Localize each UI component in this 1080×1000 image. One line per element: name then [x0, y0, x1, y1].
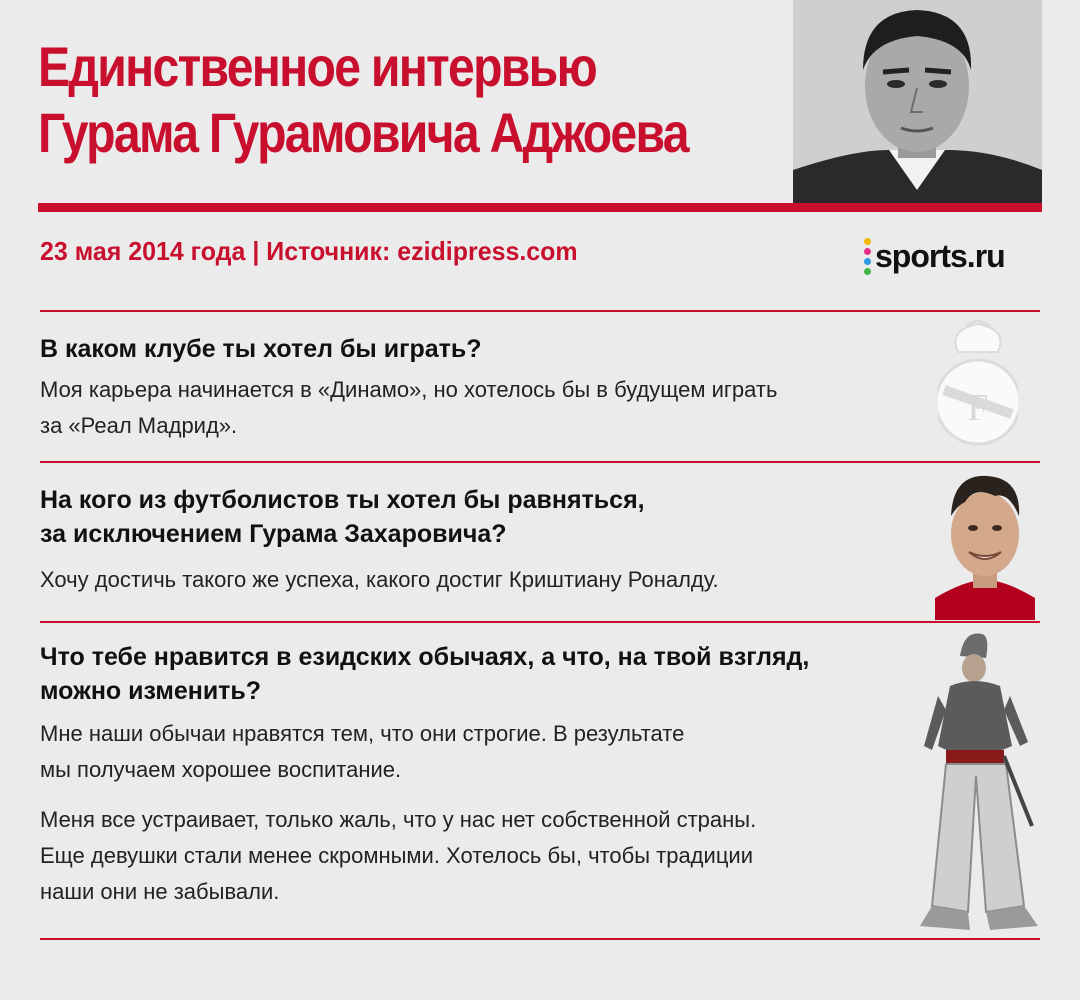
logo-dot [864, 258, 871, 265]
section-divider [40, 621, 1040, 623]
sports-ru-logo [864, 234, 1044, 278]
interviewee-photo [793, 0, 1042, 203]
traditional-figure-illustration [920, 626, 1038, 932]
answer-3b: Меня все устраивает, только жаль, что у нас нет собственной страны. Еще девушки стали менее скромными. Хотелось бы, чтобы традиции наши они не забывали. [40, 807, 757, 904]
question-1: В каком клубе ты хотел бы играть? [40, 335, 482, 363]
meta-separator: | [252, 236, 260, 266]
section-divider [40, 938, 1040, 940]
answer-3a: Мне наши обычаи нравятся тем, что они строгие. В результате мы получаем хорошее воспитание. [40, 721, 685, 782]
title-line-2: Гурама Гурамовича Аджоева [38, 101, 688, 164]
question-2: На кого из футболистов ты хотел бы равняться, за исключением Гурама Захаровича? [40, 486, 645, 548]
svg-text:F: F [967, 387, 989, 429]
header-divider [38, 203, 1042, 212]
logo-dots-icon [864, 238, 871, 275]
source-credit: Источник: ezidipress.com [266, 236, 578, 266]
section-divider [40, 310, 1040, 312]
real-madrid-crest-icon [938, 320, 1018, 448]
publish-date: 23 мая 2014 года [40, 236, 246, 266]
logo-dot [864, 238, 871, 245]
page-title [38, 34, 688, 166]
question-3: Что тебе нравится в езидских обычаях, а что, на твой взгляд, можно изменить? [40, 643, 810, 705]
logo-dot [864, 268, 871, 275]
title-line-1: Единственное интервью [38, 35, 596, 98]
answer-1: Моя карьера начинается в «Динамо», но хотелось бы в будущем играть за «Реал Мадрид». [40, 377, 778, 438]
logo-dot [864, 248, 871, 255]
section-divider [40, 461, 1040, 463]
footballer-portrait [935, 468, 1035, 620]
meta-line [40, 236, 578, 267]
logo-text: sports.ru [875, 237, 1005, 274]
answer-2: Хочу достичь такого же успеха, какого достиг Криштиану Роналду. [40, 567, 719, 592]
